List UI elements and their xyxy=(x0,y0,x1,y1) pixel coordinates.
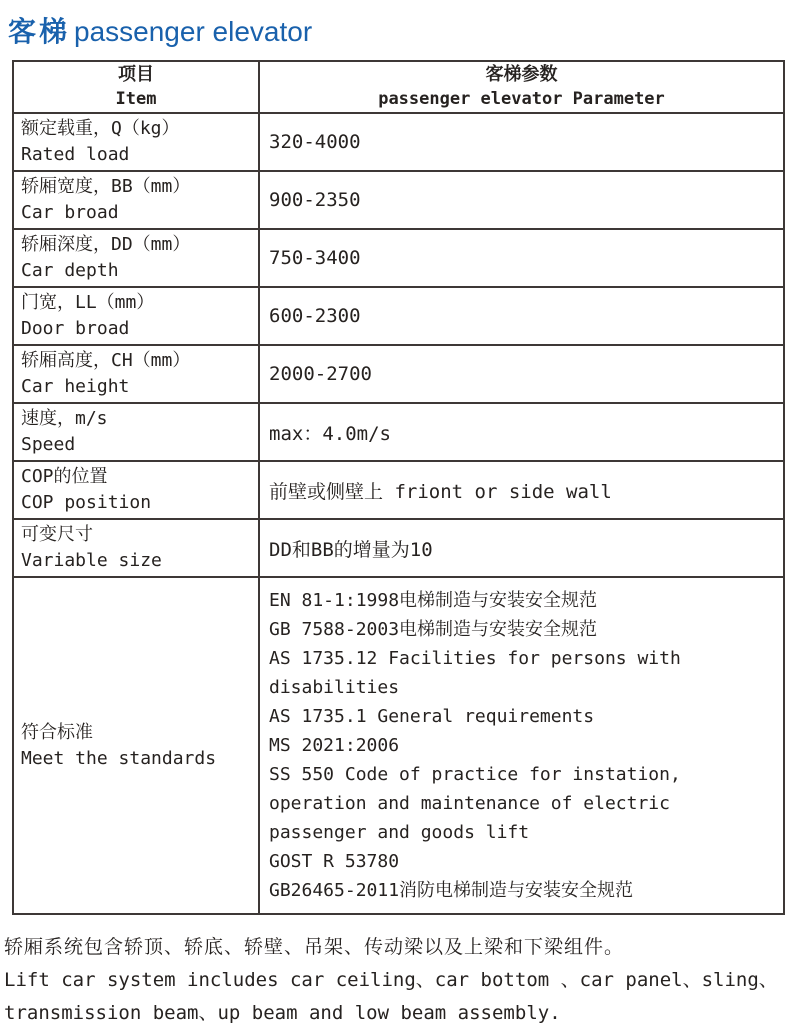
standard-line: AS 1735.1 General requirements xyxy=(269,706,595,727)
standard-line: GB26465-2011消防电梯制造与安装安全规范 xyxy=(269,880,634,901)
table-row-rated-load xyxy=(13,113,784,171)
value-cell: 600-2300 xyxy=(259,287,784,345)
header-item xyxy=(13,61,259,113)
page-title-zh: 客梯 xyxy=(8,15,71,48)
value-cell: DD和BB的增量为10 xyxy=(259,519,784,577)
item-label-zh: 额定载重，Q（kg） xyxy=(21,118,180,139)
table-row-car-depth xyxy=(13,229,784,287)
item-label-zh: 速度，m/s xyxy=(21,408,108,429)
page xyxy=(0,15,800,1024)
item-label-zh: COP的位置 xyxy=(21,466,108,487)
item-cell xyxy=(13,229,259,287)
item-label-zh: 符合标准 xyxy=(21,721,93,743)
item-label-en: Variable size xyxy=(21,550,162,571)
standard-line: GOST R 53780 xyxy=(269,851,400,872)
standard-line: GB 7588-2003电梯制造与安装安全规范 xyxy=(269,619,598,640)
item-cell xyxy=(13,113,259,171)
item-cell xyxy=(13,519,259,577)
header-item-en: Item xyxy=(115,89,157,109)
item-cell xyxy=(13,403,259,461)
item-label-en: Car broad xyxy=(21,202,119,223)
footer-note xyxy=(4,931,792,1030)
footer-note-zh: 轿厢系统包含轿顶、轿底、轿壁、吊架、传动梁以及上梁和下梁组件。 xyxy=(4,936,625,958)
value-cell: max：4.0m/s xyxy=(259,403,784,461)
table-row-door-broad xyxy=(13,287,784,345)
standard-line: SS 550 Code of practice for instation, operation and maintenance of electric passenger and goods lift xyxy=(269,764,681,843)
footer-note-en: Lift car system includes car ceiling、car bottom 、car panel、sling、transmission beam、up beam and low beam assembly. xyxy=(4,969,778,1024)
table-row-car-broad xyxy=(13,171,784,229)
item-label-en: Meet the standards xyxy=(21,747,217,769)
table-row-car-height xyxy=(13,345,784,403)
standard-line: MS 2021:2006 xyxy=(269,735,400,756)
table-row-variable-size xyxy=(13,519,784,577)
table-row-standards xyxy=(13,577,784,914)
item-label-zh: 轿厢深度，DD（mm） xyxy=(21,234,191,255)
header-item-zh: 项目 xyxy=(118,64,154,85)
item-label-zh: 门宽，LL（mm） xyxy=(21,292,155,313)
value-cell: 2000-2700 xyxy=(259,345,784,403)
item-label-en: Car depth xyxy=(21,260,119,281)
item-label-zh: 可变尺寸 xyxy=(21,524,93,545)
item-label-en: Rated load xyxy=(21,144,130,165)
table-row-speed xyxy=(13,403,784,461)
spec-table xyxy=(12,60,785,915)
standard-line: AS 1735.12 Facilities for persons with disabilities xyxy=(269,648,681,698)
item-cell xyxy=(13,577,259,914)
value-cell: 前壁或侧壁上 friont or side wall xyxy=(259,461,784,519)
standard-line: EN 81-1:1998电梯制造与安装安全规范 xyxy=(269,590,598,611)
item-label-en: Speed xyxy=(21,434,76,455)
value-cell: 750-3400 xyxy=(259,229,784,287)
item-cell xyxy=(13,345,259,403)
table-header-row xyxy=(13,61,784,113)
table-row-cop-position xyxy=(13,461,784,519)
header-parameter-en: passenger elevator Parameter xyxy=(378,89,665,109)
header-parameter-zh: 客梯参数 xyxy=(485,64,558,85)
item-label-en: Door broad xyxy=(21,318,130,339)
item-cell xyxy=(13,287,259,345)
page-title xyxy=(8,16,800,48)
header-parameter xyxy=(259,61,784,113)
item-label-en: Car height xyxy=(21,376,130,397)
item-label-zh: 轿厢高度，CH（mm） xyxy=(21,350,191,371)
value-cell: 320-4000 xyxy=(259,113,784,171)
item-label-zh: 轿厢宽度，BB（mm） xyxy=(21,176,191,197)
value-cell: 900-2350 xyxy=(259,171,784,229)
standards-cell xyxy=(259,577,784,914)
item-cell xyxy=(13,171,259,229)
page-title-en: passenger elevator xyxy=(74,16,313,47)
item-cell xyxy=(13,461,259,519)
item-label-en: COP position xyxy=(21,492,152,513)
